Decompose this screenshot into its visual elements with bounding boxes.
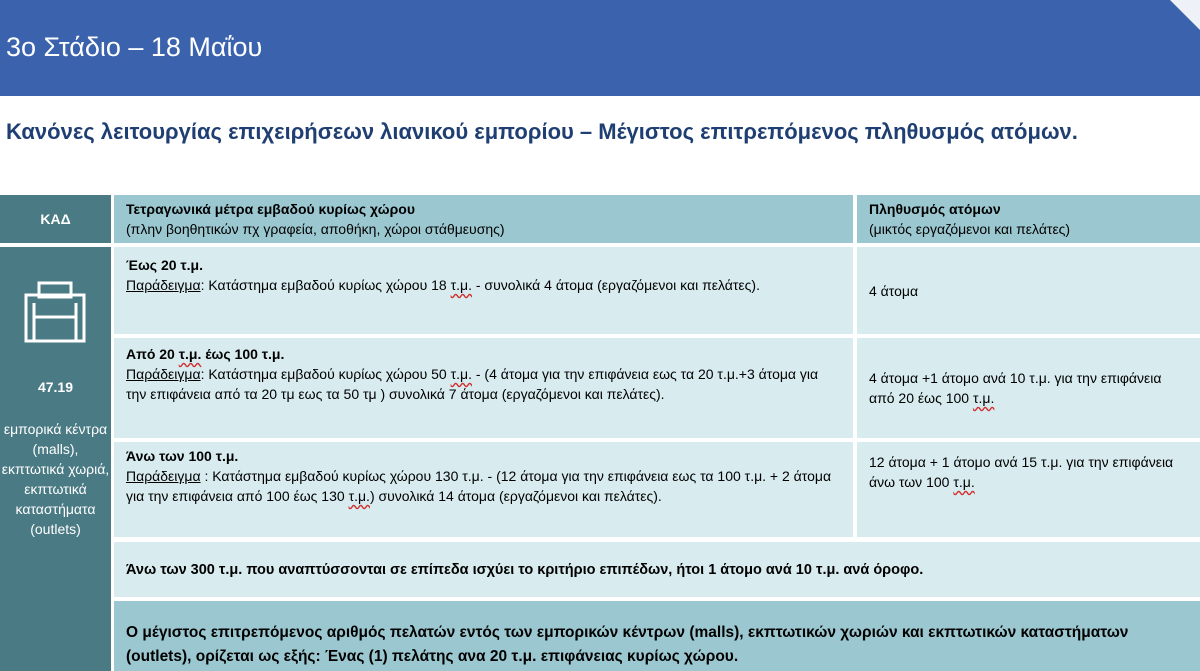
header-area-note: (πλην βοηθητικών πχ γραφεία, αποθήκη, χώροι στάθμευσης) <box>126 221 505 237</box>
row-20-to-100-area <box>114 338 853 438</box>
corner-notch <box>1170 0 1200 30</box>
row-up-to-20-population <box>857 247 1200 334</box>
slide-title: 3ο Στάδιο – 18 Μαΐου <box>6 32 263 62</box>
header-area <box>114 195 853 243</box>
row-over-100-population <box>857 442 1200 537</box>
row-range: Έως 20 τ.μ. <box>126 257 203 273</box>
row-over-100-area <box>114 442 853 537</box>
kad-description: εμπορικά κέντρα (malls), εκπτωτικά χωριά, εκπτωτικά καταστήματα (outlets) <box>1 421 110 537</box>
shopping-bag-icon <box>24 281 86 343</box>
row-example: Παράδειγμα: Κατάστημα εμβαδού κυρίως χώρου 18 τ.μ. - συνολικά 4 άτομα (εργαζόμενοι και πελάτες). <box>126 277 760 293</box>
example-label: Παράδειγμα <box>126 277 201 293</box>
kad-column <box>0 247 111 601</box>
malls-rule <box>114 601 1200 671</box>
header-population-title: Πληθυσμός ατόμων <box>869 201 1001 217</box>
title-band <box>0 0 1200 96</box>
row-range: Από 20 τ.μ. έως 100 τ.μ. <box>126 346 285 362</box>
header-kad: ΚΑΔ <box>0 195 111 243</box>
row-example: Παράδειγμα : Κατάστημα εμβαδού κυρίως χώρου 130 τ.μ. - (12 άτομα για την επιφάνεια εως τα 100 τ.μ. + 2 άτομα για την επιφάνεια από 100 έως 130 τ.μ.) συνολικά 14 άτομα (εργαζόμενοι και πελάτες). <box>126 468 832 504</box>
population-value: 4 άτομα <box>869 282 919 299</box>
example-label: Παράδειγμα <box>126 366 201 382</box>
row-range: Άνω των 100 τ.μ. <box>126 448 239 464</box>
kad-column-extension <box>0 601 111 671</box>
floors-rule <box>114 542 1200 597</box>
population-value: 4 άτομα +1 άτομο ανά 10 τ.μ. για την επιφάνεια από 20 έως 100 τ.μ. <box>869 370 1162 406</box>
floors-rule-text: Άνω των 300 τ.μ. που αναπτύσσονται σε επίπεδα ισχύει το κριτήριο επιπέδων, ήτοι 1 άτομο ανά 10 τ.μ. ανά όροφο. <box>126 561 924 578</box>
header-population <box>857 195 1200 243</box>
row-20-to-100-population <box>857 338 1200 438</box>
slide-subtitle: Κανόνες λειτουργίας επιχειρήσεων λιανικού εμπορίου – Μέγιστος επιτρεπόμενος πληθυσμός ατόμων. <box>6 119 1078 144</box>
header-population-note: (μικτός εργαζόμενοι και πελάτες) <box>869 221 1071 237</box>
example-label: Παράδειγμα <box>126 468 201 484</box>
header-area-title: Τετραγωνικά μέτρα εμβαδού κυρίως χώρου <box>126 201 415 217</box>
malls-rule-text: Ο μέγιστος επιτρεπόμενος αριθμός πελατών εντός των εμπορικών κέντρων (malls), εκπτωτικών χωριών και εκπτωτικών καταστήματων (outlets), ορίζεται ως εξής: Ένας (1) πελάτης ανα 20 τ.μ. επιφάνειας κυρίως χώρου. <box>126 624 1129 665</box>
row-up-to-20-area <box>114 247 853 334</box>
row-example: Παράδειγμα: Κατάστημα εμβαδού κυρίως χώρου 50 τ.μ. - (4 άτομα για την επιφάνεια εως τα 20 τ.μ.+3 άτομα για την επιφάνεια από τα 20 τμ εως τα 50 τμ ) συνολικά 7 άτομα (εργαζόμενοι και πελάτες). <box>126 366 819 402</box>
kad-code: 47.19 <box>37 379 74 395</box>
population-value: 12 άτομα + 1 άτομο ανά 15 τ.μ. για την επιφάνεια άνω των 100 τ.μ. <box>869 454 1174 490</box>
